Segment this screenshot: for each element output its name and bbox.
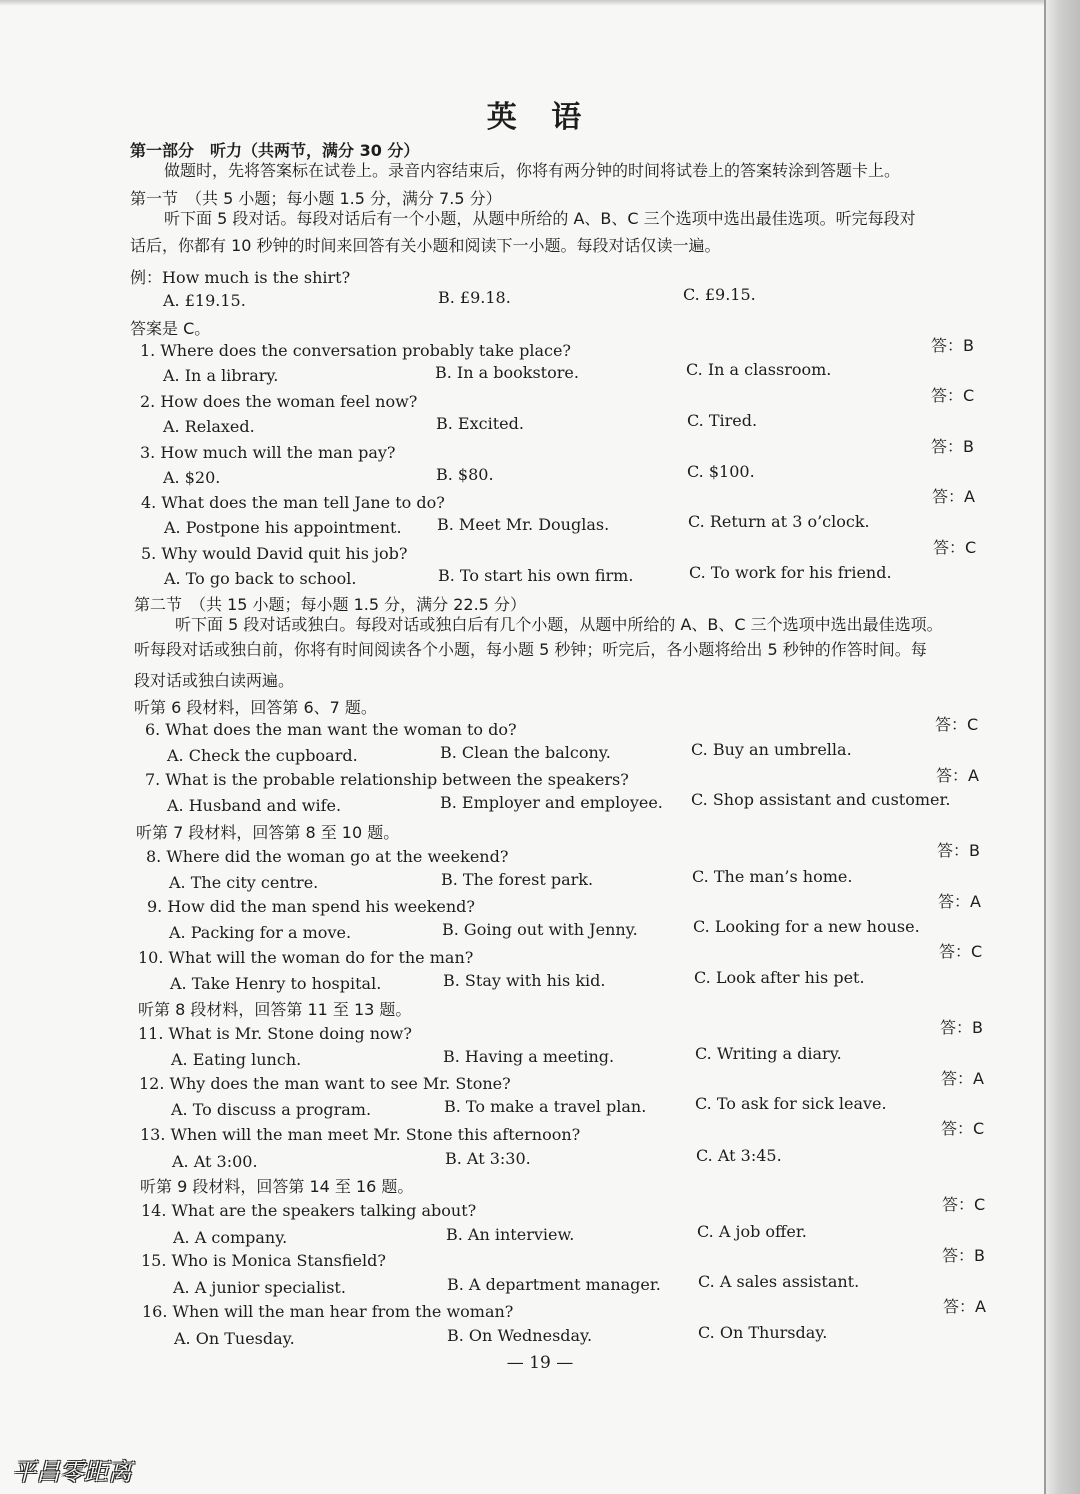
question-text: 5. Why would David quit his job? (141, 544, 408, 563)
page-title: 英 语 (486, 100, 594, 135)
option-c: C. To ask for sick leave. (695, 1094, 887, 1113)
answer-label: 答：A (938, 892, 981, 911)
part1-instruction: 做题时，先将答案标在试卷上。录音内容结束后，你将有两分钟的时间将试卷上的答案转涂到答题卡上。 (164, 161, 901, 180)
option-b: B. Having a meeting. (443, 1047, 615, 1066)
option-c: C. Tired. (687, 411, 758, 430)
question-text: 12. Why does the man want to see Mr. Stone? (139, 1074, 511, 1093)
answer-label: 答：C (933, 538, 977, 557)
section1-instruction-2: 话后，你都有 10 秒钟的时间来回答有关小题和阅读下一小题。每段对话仅读一遍。 (130, 236, 721, 255)
question-text: 3. How much will the man pay? (140, 443, 396, 462)
answer-label: 答：B (937, 841, 980, 860)
answer-label: 答：A (936, 766, 979, 785)
material-label: 听第 9 段材料，回答第 14 至 16 题。 (140, 1177, 414, 1196)
page-edge (1046, 0, 1080, 1494)
option-b: B. Stay with his kid. (443, 971, 606, 990)
option-b: B. Meet Mr. Douglas. (437, 515, 610, 534)
answer-label: 答：B (931, 437, 974, 456)
option-c: C. Shop assistant and customer. (691, 790, 951, 809)
option-c: C. Look after his pet. (694, 968, 865, 987)
question-text: 13. When will the man meet Mr. Stone this afternoon? (140, 1125, 581, 1144)
example-option-b: B. £9.18. (438, 288, 511, 307)
option-a: A. Husband and wife. (167, 796, 342, 815)
answer-label: 答：B (931, 336, 974, 355)
answer-label: 答：A (941, 1069, 984, 1088)
page-number: — 19 — (506, 1353, 574, 1373)
page-top-shadow (0, 0, 1046, 6)
option-c: C. A sales assistant. (698, 1272, 860, 1291)
option-c: C. $100. (687, 462, 755, 481)
section1-heading: 第一节 （共 5 小题；每小题 1.5 分，满分 7.5 分） (130, 189, 502, 208)
question-text: 14. What are the speakers talking about? (141, 1201, 477, 1220)
watermark-logo: 平昌零距离 (12, 1458, 132, 1486)
option-c: C. To work for his friend. (689, 563, 892, 582)
question-text: 9. How did the man spend his weekend? (147, 897, 475, 916)
answer-label: 答：A (932, 487, 975, 506)
option-a: A. The city centre. (169, 873, 319, 892)
answer-label: 答：B (940, 1018, 983, 1037)
section2-instruction-1: 听下面 5 段对话或独白。每段对话或独白后有几个小题，从题中所给的 A、B、C 三个选项中选出最佳选项。 (175, 615, 943, 634)
material-label: 听第 7 段材料，回答第 8 至 10 题。 (136, 823, 400, 842)
question-text: 1. Where does the conversation probably take place? (140, 341, 571, 360)
question-text: 15. Who is Monica Stansfield? (141, 1251, 386, 1270)
option-c: C. Return at 3 o’clock. (688, 512, 870, 531)
option-b: B. The forest park. (441, 870, 594, 889)
option-a: A. Relaxed. (163, 417, 255, 436)
example-answer: 答案是 C。 (130, 319, 211, 338)
option-a: A. To discuss a program. (171, 1100, 372, 1119)
option-b: B. Clean the balcony. (440, 743, 611, 762)
option-b: B. At 3:30. (445, 1149, 531, 1168)
section2-instruction-3: 段对话或独白读两遍。 (134, 671, 295, 690)
option-b: B. To start his own firm. (438, 566, 634, 585)
question-text: 6. What does the man want the woman to do? (145, 720, 517, 739)
option-a: A. A company. (173, 1228, 288, 1247)
option-a: A. In a library. (163, 366, 279, 385)
option-a: A. Packing for a move. (169, 923, 352, 942)
answer-label: 答：B (942, 1246, 985, 1265)
option-a: A. Postpone his appointment. (164, 518, 402, 537)
option-b: B. A department manager. (447, 1275, 661, 1294)
option-b: B. To make a travel plan. (444, 1097, 647, 1116)
question-text: 7. What is the probable relationship between the speakers? (145, 770, 629, 789)
question-text: 10. What will the woman do for the man? (138, 948, 474, 967)
option-a: A. Eating lunch. (171, 1050, 302, 1069)
option-c: C. In a classroom. (686, 360, 832, 379)
material-label: 听第 8 段材料，回答第 11 至 13 题。 (138, 1000, 412, 1019)
option-b: B. $80. (436, 465, 494, 484)
option-a: A. $20. (163, 468, 221, 487)
part1-heading: 第一部分 听力（共两节，满分 30 分） (130, 141, 420, 160)
option-c: C. The man’s home. (692, 867, 853, 886)
section2-instruction-2: 听每段对话或独白前，你将有时间阅读各个小题，每小题 5 秒钟；听完后，各小题将给出 5 秒钟的作答时间。每 (134, 640, 927, 659)
question-text: 2. How does the woman feel now? (140, 392, 418, 411)
material-label: 听第 6 段材料，回答第 6、7 题。 (134, 698, 377, 717)
option-c: C. On Thursday. (698, 1323, 828, 1342)
question-text: 16. When will the man hear from the woman? (142, 1302, 514, 1321)
option-c: C. Buy an umbrella. (691, 740, 852, 759)
example-option-c: C. £9.15. (683, 285, 756, 304)
option-a: A. Check the cupboard. (167, 746, 358, 765)
question-text: 8. Where did the woman go at the weekend? (146, 847, 509, 866)
example-option-a: A. £19.15. (163, 291, 246, 310)
option-b: B. In a bookstore. (435, 363, 579, 382)
option-a: A. To go back to school. (164, 569, 357, 588)
option-c: C. At 3:45. (696, 1146, 782, 1165)
answer-label: 答：C (942, 1195, 986, 1214)
option-a: A. A junior specialist. (173, 1278, 346, 1297)
answer-label: 答：C (931, 386, 975, 405)
option-b: B. Going out with Jenny. (442, 920, 638, 939)
section1-instruction-1: 听下面 5 段对话。每段对话后有一个小题，从题中所给的 A、B、C 三个选项中选出最佳选项。听完每段对 (164, 209, 916, 228)
option-c: C. A job offer. (697, 1222, 807, 1241)
option-c: C. Looking for a new house. (693, 917, 920, 936)
option-a: A. Take Henry to hospital. (170, 974, 382, 993)
option-c: C. Writing a diary. (695, 1044, 842, 1063)
answer-label: 答：A (943, 1297, 986, 1316)
option-b: B. On Wednesday. (447, 1326, 593, 1345)
answer-label: 答：C (941, 1119, 985, 1138)
example-question: 例：How much is the shirt? (130, 268, 351, 287)
question-text: 11. What is Mr. Stone doing now? (138, 1024, 412, 1043)
option-a: A. At 3:00. (172, 1152, 258, 1171)
question-text: 4. What does the man tell Jane to do? (141, 493, 445, 512)
answer-label: 答：C (935, 715, 979, 734)
answer-label: 答：C (939, 942, 983, 961)
section2-heading: 第二节 （共 15 小题；每小题 1.5 分，满分 22.5 分） (134, 595, 526, 614)
option-b: B. Excited. (436, 414, 524, 433)
option-b: B. An interview. (446, 1225, 575, 1244)
option-b: B. Employer and employee. (440, 793, 663, 812)
option-a: A. On Tuesday. (174, 1329, 295, 1348)
